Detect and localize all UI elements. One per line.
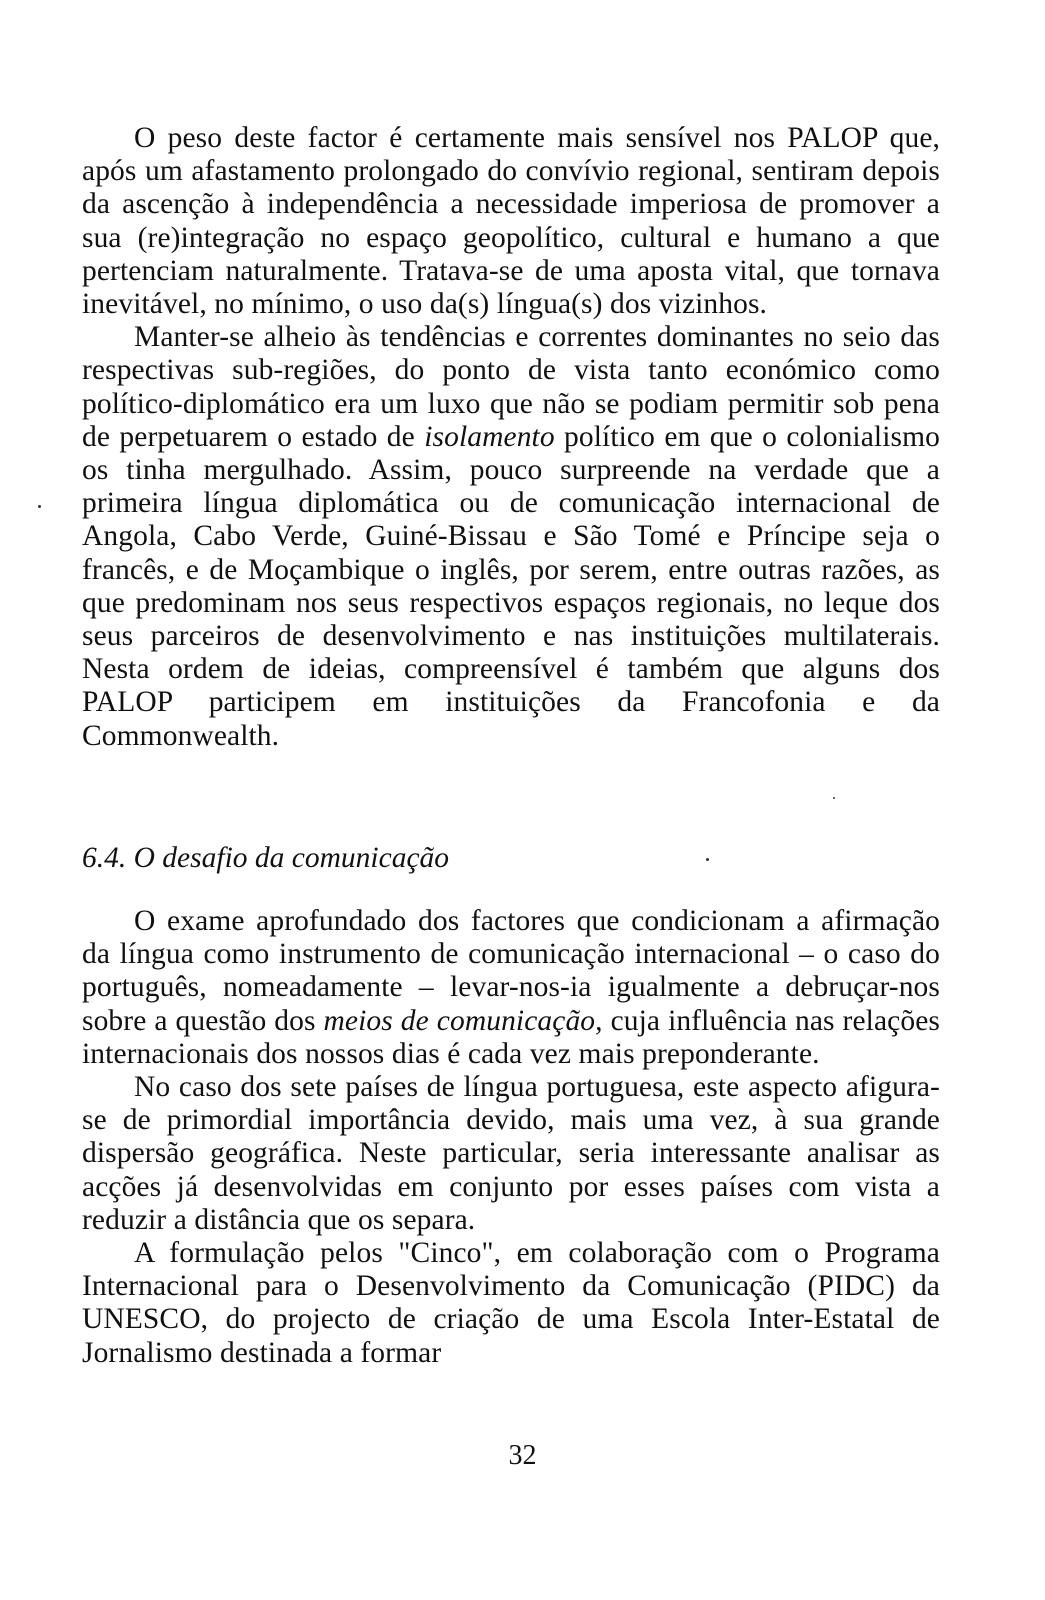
scan-speck bbox=[833, 797, 835, 799]
paragraph-text: político em que o colonialismo os tinha mergulhado. Assim, pouco surpreende na verdade que a primeira língua diplomática ou de comunicação internacional de Angola, Cabo Verde, Guiné-Bissau e São Tomé e Príncipe seja o francês, e de Moçambique o inglês, por serem, entre outras razões, as que predominam nos seus respectivos espaços regionais, no leque dos seus parceiros de desenvolvimento e nas instituições multilaterais. Nesta ordem de ideias, compreensível é também que alguns dos PALOP participem em instituições da Francofonia e da Commonwealth. bbox=[82, 420, 940, 752]
scan-speck bbox=[38, 505, 41, 508]
paragraph-text: cuja influência nas relações internacionais dos nossos dias é cada vez mais preponderante. bbox=[82, 1004, 940, 1070]
paragraph-text: O exame aprofundado dos factores que condicionam a afirmação da língua como instrumento de comunicação internacional – o caso do português, nomeadamente – levar-nos-ia igualmente a debruçar-nos sobre a questão dos bbox=[82, 905, 940, 1037]
paragraph bbox=[82, 321, 940, 753]
scan-speck bbox=[706, 858, 709, 861]
paragraph-text: Manter-se alheio às tendências e correntes dominantes no seio das respectivas sub-regiões, do ponto de vista tanto económico como político-diplomático era um luxo que não se podiam permitir sob pena de perpetuarem o estado de bbox=[82, 321, 940, 453]
section-body bbox=[82, 905, 940, 1370]
page-number: 32 bbox=[508, 1440, 537, 1471]
page-body-top bbox=[82, 122, 940, 753]
emphasis-text: isolamento bbox=[424, 420, 555, 453]
paragraph: A formulação pelos "Cinco", em colaboração com o Programa Internacional para o Desenvolvimento da Comunicação (PIDC) da UNESCO, do projecto de criação de uma Escola Inter-Estatal de Jornalismo destinada a formar bbox=[82, 1237, 940, 1369]
paragraph: No caso dos sete países de língua portuguesa, este aspecto afigura-se de primordial importância devido, mais uma vez, à sua grande dispersão geográfica. Neste particular, seria interessante analisar as acções já desenvolvidas em conjunto por esses países com vista a reduzir a distância que os separa. bbox=[82, 1071, 940, 1236]
paragraph bbox=[82, 905, 940, 1071]
section-heading: 6.4. O desafio da comunicação bbox=[82, 842, 450, 874]
emphasis-text: meios de comunicação, bbox=[323, 1004, 603, 1037]
paragraph: O peso deste factor é certamente mais sensível nos PALOP que, após um afastamento prolongado do convívio regional, sentiram depois da ascenção à independência a necessidade imperiosa de promover a sua (re)integração no espaço geopolítico, cultural e humano a que pertenciam naturalmente. Tratava-se de uma aposta vital, que tornava inevitável, no mínimo, o uso da(s) língua(s) dos vizinhos. bbox=[82, 122, 940, 321]
